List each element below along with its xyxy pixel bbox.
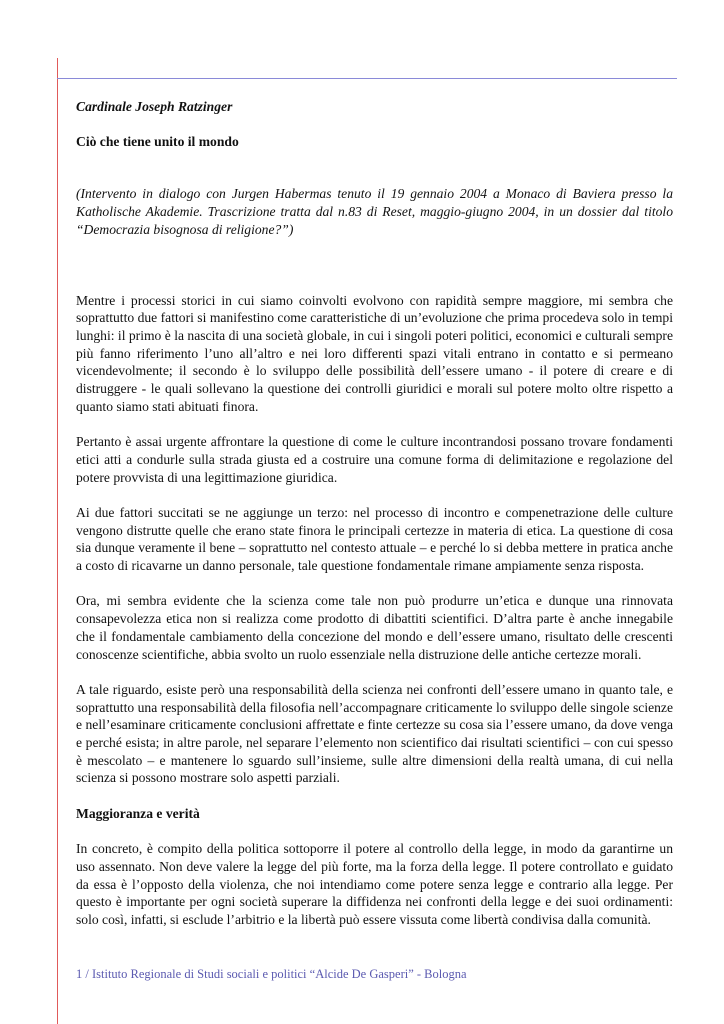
body-paragraph: Mentre i processi storici in cui siamo coinvolti evolvono con rapidità sempre maggiore, mi sembra che soprattutto due fattori si manifestino come caratteristiche di un’evoluzione che prima procedeva solo in tempi lunghi: il primo è la nascita di una società globale, in cui i singoli poteri politici, economici e culturali sempre più fanno riferimento l’uno all’altro e nei loro differenti spazi vitali entrano in contatto e si permeano vicendevolmente; il secondo è lo sviluppo delle possibilità dell’essere umano - il potere di creare e di distruggere - le quali sollevano la questione dei controlli giuridici e morali sul potere molto oltre rispetto a quanto siamo stati abituati finora. bbox=[76, 292, 673, 414]
body-paragraph: Ora, mi sembra evidente che la scienza come tale non può produrre un’etica e dunque una rinnovata consapevolezza etica non si realizza come prodotto di dibattiti scientifici. D’altra parte è anche innegabile che il fondamentale cambiamento della concezione del mondo e dell’essere umano, risultato delle crescenti conoscenze scientifiche, abbia svolto un ruolo essenziale nella distruzione delle antiche certezze morali. bbox=[76, 593, 673, 662]
body-paragraph: A tale riguardo, esiste però una responsabilità della scienza nei confronti dell’essere umano in quanto tale, e soprattutto una responsabilità della filosofia nell’accompagnare criticamente lo sviluppo delle singole scienze e nell’esaminare criticamente conclusioni affrettate e finte certezze su cosa sia l’essere umano, da dove venga e perché esista; in altre parole, nel separare l’elemento non scientifico dai risultati scientifici – con cui spesso è mescolato – e mantenere lo sguardo sull’insieme, sulle altre dimensioni della realtà umana, di cui nella scienza si possono mostrare solo aspetti parziali. bbox=[76, 681, 673, 786]
document-author: Cardinale Joseph Ratzinger bbox=[76, 99, 233, 114]
body-paragraph: Pertanto è assai urgente affrontare la questione di come le culture incontrandosi possano trovare fondamenti etici atti a condurle sulla strada giusta ed a costruire una comune forma di delimitazione e regolazione del potere provvista di una legittimazione giuridica. bbox=[76, 434, 673, 485]
page-margin-rule bbox=[57, 58, 58, 1024]
document-body bbox=[76, 98, 673, 946]
section-heading: Maggioranza e verità bbox=[76, 805, 200, 821]
page-header-rule bbox=[57, 78, 677, 79]
document-title: Ciò che tiene unito il mondo bbox=[76, 133, 239, 149]
document-intro: (Intervento in dialogo con Jurgen Habermas tenuto il 19 gennaio 2004 a Monaco di Baviera presso la Katholische Akademie. Trascrizione tratta dal n.83 di Reset, maggio-giugno 2004, in un dossier dal titolo “Democrazia bisognosa di religione?”) bbox=[76, 186, 673, 237]
page-footer: 1 / Istituto Regionale di Studi sociali e politici “Alcide De Gasperi” - Bologna bbox=[76, 967, 467, 981]
body-paragraph: In concreto, è compito della politica sottoporre il potere al controllo della legge, in modo da garantirne un uso assennato. Non deve valere la legge del più forte, ma la forza della legge. Il potere controllato e guidato da essa è l’opposto della violenza, che noi intendiamo come potere senza legge e contrario alla legge. Per questo è importante per ogni società superare la diffidenza nei confronti della legge e dei suoi ordinamenti: solo così, infatti, si esclude l’arbitrio e la libertà può essere vissuta come libertà condivisa dalla comunità. bbox=[76, 841, 673, 928]
body-paragraph: Ai due fattori succitati se ne aggiunge un terzo: nel processo di incontro e compenetrazione delle culture vengono distrutte quelle che erano state finora le principali certezze in materia di etica. La questione di cosa sia dunque veramente il bene – soprattutto nel contesto attuale – e perché lo si debba mettere in pratica anche a costo di ricavarne un danno personale, tale questione fondamentale rimane ampiamente senza risposta. bbox=[76, 504, 673, 574]
